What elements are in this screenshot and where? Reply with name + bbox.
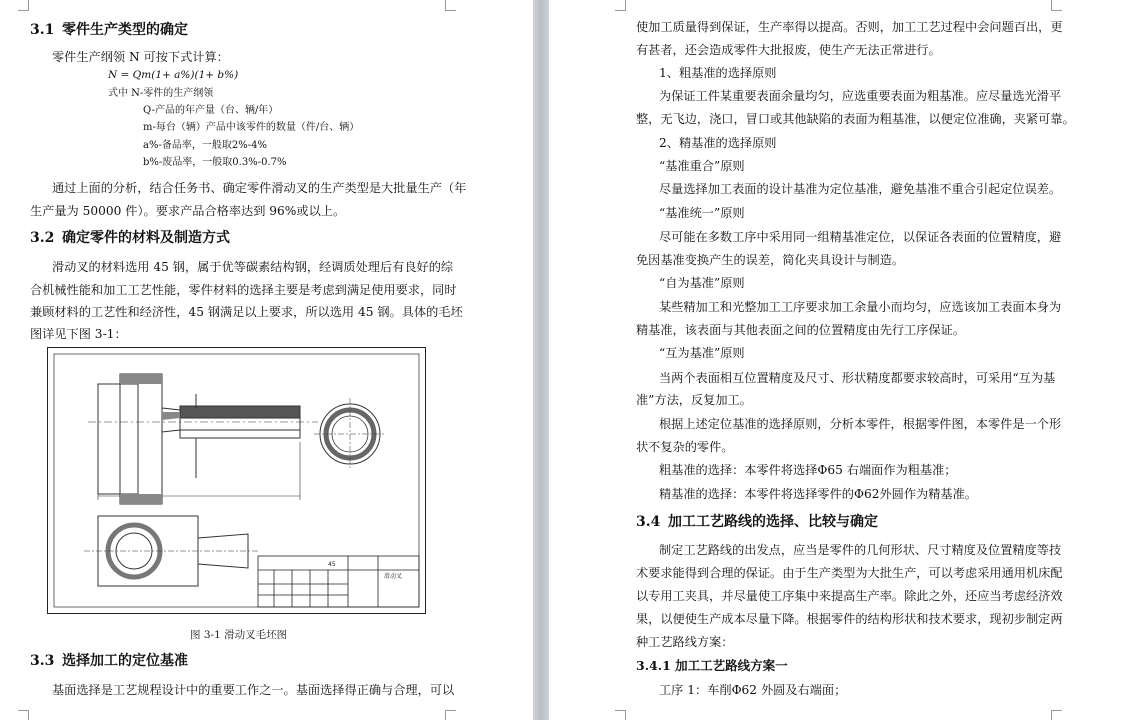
paragraph-line: 整，无飞边，浇口，冒口或其他缺陷的表面为粗基准，以便定位准确，夹紧可靠。 (636, 112, 1075, 126)
crop-mark (1051, 0, 1062, 11)
paragraph-line: 为保证工件某重要表面余量均匀，应选重要表面为粗基准。应尽量选光滑平 (659, 89, 1062, 103)
formula-definition: 式中 N-零件的生产纲领 (108, 88, 214, 99)
section-title: 选择加工的定位基准 (62, 653, 188, 669)
section-title: 加工工艺路线的选择、比较与确定 (668, 514, 878, 530)
formula-definition: m-每台（辆）产品中该零件的数量（件/台、辆） (143, 122, 360, 133)
formula-definition: a%-备品率，一般取2%-4% (143, 140, 267, 151)
paragraph-line: 图详见下图 3-1： (30, 327, 127, 341)
section-number: 3.1 (30, 22, 55, 38)
section-title: 确定零件的材料及制造方式 (62, 230, 230, 246)
paragraph-line: 兼顾材料的工艺性和经济性，45 钢满足以上要求，所以选用 45 钢。具体的毛坯 (30, 305, 463, 319)
section-heading-3-1 (30, 20, 188, 40)
document-page-right (549, 0, 1127, 720)
paragraph-line: 当两个表面相互位置精度及尺寸、形状精度都要求较高时，可采用“互为基 (659, 371, 1056, 385)
crop-mark (615, 710, 626, 720)
paragraph-line: 1、粗基准的选择原则 (659, 66, 777, 80)
paragraph-line: 工序 1：车削Φ62 外圆及右端面； (659, 683, 847, 697)
document-page-left (0, 0, 533, 720)
paragraph-line: 某些精加工和光整加工工序要求加工余量小而均匀，应选该加工表面本身为 (659, 300, 1062, 314)
engineering-drawing (48, 348, 425, 613)
paragraph-line: 使加工质量得到保证，生产率得以提高。否则，加工工艺过程中会问题百出，更 (636, 20, 1063, 34)
paragraph-line: 通过上面的分析，结合任务书、确定零件滑动叉的生产类型是大批量生产（年 (52, 181, 467, 195)
section-heading-3-2 (30, 228, 230, 248)
paragraph-line: 基面选择是工艺规程设计中的重要工作之一。基面选择得正确与合理，可以 (52, 683, 455, 697)
crop-mark (18, 710, 29, 720)
paragraph-line: 制定工艺路线的出发点，应当是零件的几何形状、尺寸精度及位置精度等技 (659, 543, 1062, 557)
page-gutter (533, 0, 549, 720)
formula-definition: Q-产品的年产量（台、辆/年） (143, 105, 279, 116)
paragraph-line: 以专用工夹具，并尽量使工序集中来提高生产率。除此之外，还应当考虑经济效 (636, 589, 1063, 603)
paragraph-line: 精基准，该表面与其他表面之间的位置精度由先行工序保证。 (636, 323, 966, 337)
figure-caption: 图 3-1 滑动叉毛坯图 (190, 629, 288, 641)
production-formula: N = Qm(1+ a%)(1+ b%) (108, 69, 239, 81)
paragraph-line: 精基准的选择：本零件将选择零件的Φ62外圆作为精基准。 (659, 487, 977, 501)
crop-mark (615, 0, 626, 11)
paragraph-line: 零件生产纲领 N 可按下式计算： (52, 50, 229, 64)
paragraph-line: “自为基准”原则 (659, 276, 745, 290)
crop-mark (445, 0, 456, 11)
paragraph-line: 滑动叉的材料选用 45 钢，属于优等碳素结构钢，经调质处理后有良好的综 (52, 260, 454, 274)
section-number: 3.3 (30, 653, 55, 669)
paragraph-line: 准”方法，反复加工。 (636, 393, 752, 407)
section-title: 零件生产类型的确定 (62, 22, 188, 38)
paragraph-line: 种工艺路线方案： (636, 635, 734, 649)
paragraph-line: 状不复杂的零件。 (636, 440, 734, 454)
section-number: 3.4 (636, 514, 661, 530)
crop-mark (445, 710, 456, 720)
titleblock-material: 45 (328, 561, 336, 568)
paragraph-line: “基准重合”原则 (659, 159, 745, 173)
paragraph-line: “互为基准”原则 (659, 346, 745, 360)
paragraph-line: 尽可能在多数工序中采用同一组精基准定位，以保证各表面的位置精度，避 (659, 230, 1062, 244)
paragraph-line: 术要求能得到合理的保证。由于生产类型为大批生产，可以考虑采用通用机床配 (636, 566, 1063, 580)
paragraph-line: 合机械性能和加工工艺性能，零件材料的选择主要是考虑到满足使用要求，同时 (30, 283, 457, 297)
crop-mark (18, 0, 29, 11)
paragraph-line: 免因基准变换产生的误差，简化夹具设计与制造。 (636, 253, 905, 267)
paragraph-line: 根据上述定位基准的选择原则，分析本零件，根据零件图，本零件是一个形 (659, 417, 1062, 431)
section-number: 3.2 (30, 230, 55, 246)
figure-sliding-fork-blank-drawing (47, 347, 426, 614)
paragraph-line: 果，以便使生产成本尽量下降。根据零件的结构形状和技术要求，现初步制定两 (636, 612, 1063, 626)
paragraph-line: 尽量选择加工表面的设计基准为定位基准，避免基准不重合引起定位误差。 (659, 182, 1062, 196)
subsection-heading-3-4-1: 3.4.1 加工工艺路线方案一 (636, 658, 788, 673)
paragraph-line: 2、精基准的选择原则 (659, 136, 777, 150)
titleblock-part-name: 滑动叉 (384, 573, 403, 580)
paragraph-line: 生产量为 50000 件）。要求产品合格率达到 96%或以上。 (30, 204, 346, 218)
section-heading-3-3 (30, 651, 188, 671)
paragraph-line: “基准统一”原则 (659, 206, 745, 220)
paragraph-line: 有甚者，还会造成零件大批报废，使生产无法正常进行。 (636, 43, 941, 57)
formula-definition: b%-废品率，一般取0.3%-0.7% (143, 157, 287, 168)
section-heading-3-4 (636, 512, 878, 532)
paragraph-line: 粗基准的选择：本零件将选择Φ65 右端面作为粗基准； (659, 463, 957, 477)
crop-mark (1051, 710, 1062, 720)
